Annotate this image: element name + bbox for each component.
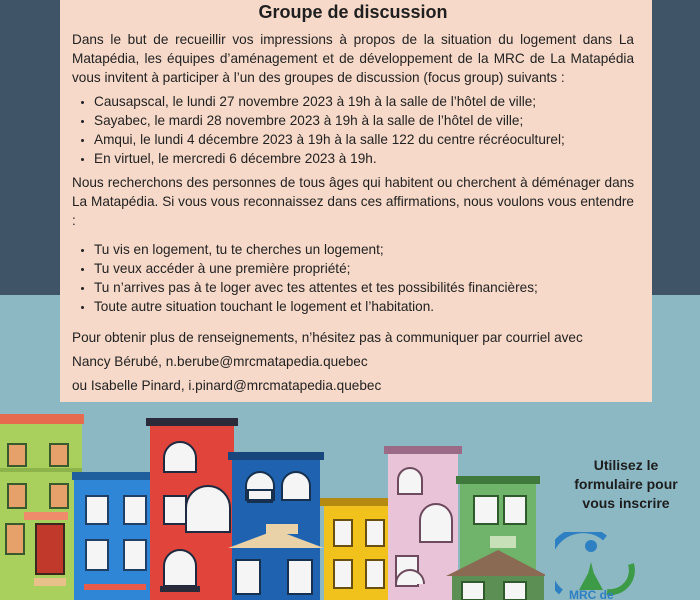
session-item: • En virtuel, le mercredi 6 décembre 2023 à 19h.: [94, 149, 634, 168]
situation-item: • Tu n’arrives pas à te loger avec tes attentes et tes possibilités financières;: [94, 278, 634, 297]
logo-tree-base: [579, 568, 603, 590]
situation-item: • Tu veux accéder à une première propriété;: [94, 259, 634, 278]
session-list: [72, 92, 634, 168]
blue-house: [72, 472, 162, 600]
houses-illustration: [0, 400, 545, 600]
card-title: Groupe de discussion: [258, 2, 448, 22]
mrc-logo: [555, 532, 635, 600]
cta-line-1: Utilisez le: [593, 457, 659, 473]
situation-item: • Toute autre situation touchant le logement et l’habitation.: [94, 297, 634, 316]
contact-isabelle: ou Isabelle Pinard, i.pinard@mrcmatapedia.quebec: [72, 378, 382, 393]
yellow-house: [320, 498, 398, 600]
info-card: [60, 0, 652, 402]
navy-house: [228, 452, 324, 600]
contact-nancy: Nancy Bérubé, n.berube@mrcmatapedia.quebec: [72, 354, 368, 369]
search-paragraph: Nous recherchons des personnes de tous âges qui habitent ou cherchent à déménager dans La Matapédia. Si vous vous reconnaissez dans ces affirmations, nous voulons vous entendre :: [72, 175, 634, 228]
session-item: • Causapscal, le lundi 27 novembre 2023 à 19h à la salle de l’hôtel de ville;: [94, 92, 634, 111]
green-house: [0, 414, 84, 600]
situation-item: • Tu vis en logement, tu te cherches un logement;: [94, 240, 634, 259]
logo-text: MRC de: [569, 588, 614, 600]
pink-house: [384, 446, 462, 600]
logo-head: [585, 540, 597, 552]
red-house: [146, 418, 238, 600]
session-item: • Sayabec, le mardi 28 novembre 2023 à 19h à la salle de l’hôtel de ville;: [94, 111, 634, 130]
cta-line-3: vous inscrire: [582, 495, 670, 511]
registration-call-to-action: [562, 456, 690, 513]
intro-paragraph: Dans le but de recueillir vos impressions à propos de la situation du logement dans La Matapédia, les équipes d’aménagement et de développement de la MRC de La Matapédia vous invitent à participer à l’un des groupes de discussion (focus group) suivants :: [72, 32, 634, 85]
cta-line-2: formulaire pour: [574, 476, 678, 492]
contact-intro: Pour obtenir plus de renseignements, n’hésitez pas à communiquer par courriel avec: [72, 330, 583, 345]
situation-list: [72, 240, 634, 316]
session-item: • Amqui, le lundi 4 décembre 2023 à 19h à la salle 122 du centre récréoculturel;: [94, 130, 634, 149]
green-right-house: [446, 476, 545, 600]
